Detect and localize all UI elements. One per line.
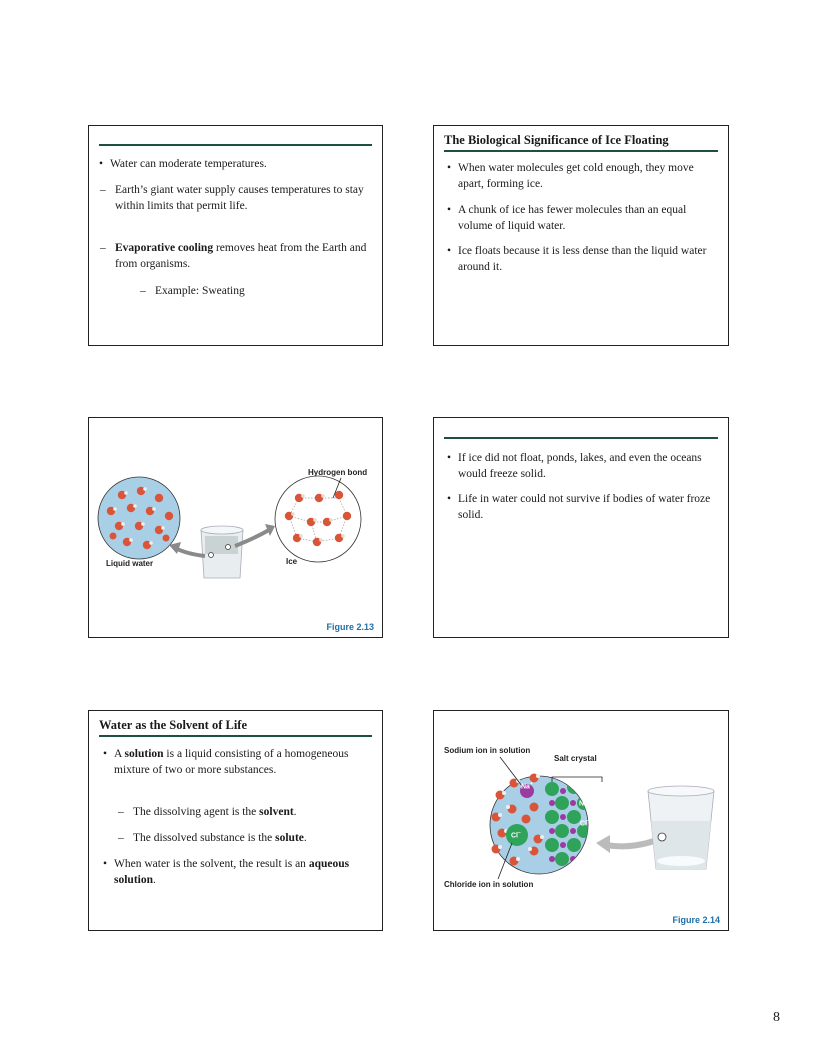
title-rule xyxy=(99,735,372,737)
label-salt-crystal: Salt crystal xyxy=(554,754,597,763)
sub-bullet: – Evaporative cooling removes heat from the Earth and from organisms. xyxy=(100,242,367,270)
bullet: • When water molecules get cold enough, they move apart, forming ice. xyxy=(447,162,694,190)
slide-4 xyxy=(433,417,729,638)
label-chloride-ion: Chloride ion in solution xyxy=(444,880,534,889)
cl-label: Cl− xyxy=(511,830,521,840)
slide-3 xyxy=(88,417,383,638)
figure-caption: Figure 2.14 xyxy=(672,915,720,925)
figure-caption: Figure 2.13 xyxy=(326,622,374,632)
sub-bullet: – Earth’s giant water supply causes temperatures to stay within limits that permit life. xyxy=(100,184,364,212)
title-rule xyxy=(444,150,718,152)
slide-2 xyxy=(433,125,729,346)
cl-crystal-label: Cl− xyxy=(580,818,590,828)
bullet: • When water is the solvent, the result is an aqueous solution. xyxy=(103,858,350,886)
glass-of-ice-water xyxy=(201,526,243,578)
arrow-to-solution xyxy=(606,841,654,846)
na-label: Na+ xyxy=(521,781,533,791)
bullet: • Water can moderate temperatures. xyxy=(99,158,267,170)
label-liquid-water: Liquid water xyxy=(106,559,154,568)
slide-title: Water as the Solvent of Life xyxy=(99,718,248,732)
label-ice: Ice xyxy=(286,557,298,566)
page-number: 8 xyxy=(773,1010,780,1025)
arrow-to-liquid xyxy=(175,548,205,556)
bullet: • Life in water could not survive if bodies of water froze solid. xyxy=(447,493,711,521)
label-sodium-ion: Sodium ion in solution xyxy=(444,746,531,755)
sub-bullet: – The dissolved substance is the solute. xyxy=(118,832,307,844)
ice-vs-liquid-figure xyxy=(89,418,383,638)
title-rule xyxy=(99,144,372,146)
na-crystal-label: Na+ xyxy=(579,798,591,808)
sub-sub-bullet: – Example: Sweating xyxy=(140,285,245,297)
label-hydrogen-bond: Hydrogen bond xyxy=(308,468,368,477)
sub-bullet: – The dissolving agent is the solvent. xyxy=(118,806,297,818)
bullet: • A solution is a liquid consisting of a homogeneous mixture of two or more substances. xyxy=(103,748,349,776)
slide-6 xyxy=(433,710,729,931)
slide-5 xyxy=(88,710,383,931)
glass-of-salt-water xyxy=(648,786,714,869)
bullet: • If ice did not float, ponds, lakes, and even the oceans would freeze solid. xyxy=(447,452,702,480)
title-rule xyxy=(444,437,718,439)
bullet: • A chunk of ice has fewer molecules than an equal volume of liquid water. xyxy=(447,204,687,232)
bullet: • Ice floats because it is less dense than the liquid water around it. xyxy=(447,245,707,273)
slide-1 xyxy=(88,125,383,346)
slide-title: The Biological Significance of Ice Floating xyxy=(444,133,669,147)
